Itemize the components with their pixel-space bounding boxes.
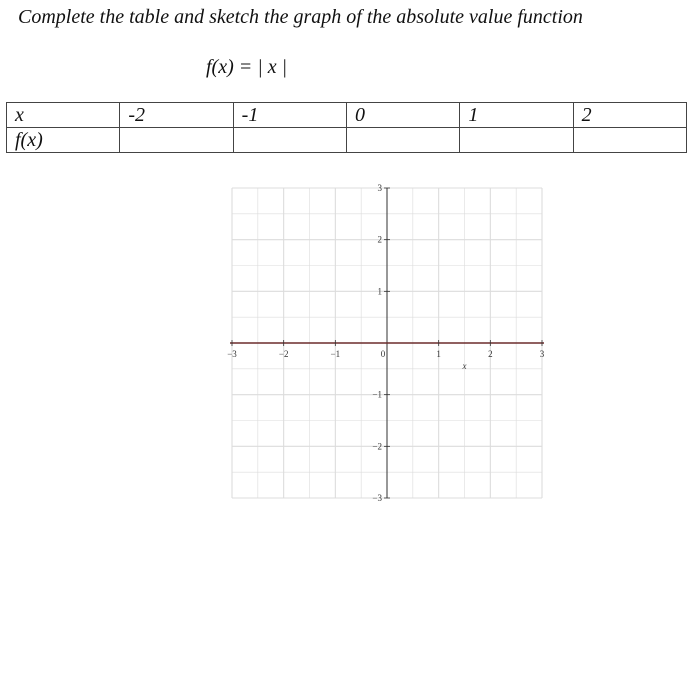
y-tick-label: 3	[377, 183, 382, 193]
coordinate-grid[interactable]	[222, 182, 552, 506]
table-cell-fx-value[interactable]	[233, 128, 346, 153]
function-label: f(x) = | x |	[206, 56, 288, 78]
x-axis-label: x	[462, 361, 467, 371]
table-cell-fx-value[interactable]	[346, 128, 459, 153]
table-cell-x-header: x	[7, 103, 120, 128]
x-tick-label: −2	[278, 349, 289, 359]
table-cell-fx-value[interactable]	[460, 128, 573, 153]
table-cell-x-value: -2	[120, 103, 233, 128]
y-tick-label: 2	[377, 234, 382, 245]
table-cell-x-value: 1	[460, 103, 573, 128]
table-cell-x-value: 2	[573, 103, 686, 128]
x-tick-label: 1	[436, 349, 441, 359]
y-tick-label: −1	[372, 389, 382, 400]
graph-canvas[interactable]	[222, 182, 552, 506]
x-tick-label: 3	[539, 349, 545, 359]
y-tick-label: −2	[372, 441, 382, 452]
table-cell-x-value: 0	[346, 103, 459, 128]
x-tick-label: −3	[227, 349, 237, 359]
table-row-x	[7, 103, 687, 128]
y-tick-label: −3	[372, 493, 382, 503]
value-table	[6, 102, 687, 153]
table-cell-fx-header: f(x)	[7, 128, 120, 153]
table-cell-fx-value[interactable]	[120, 128, 233, 153]
table-cell-x-value: -1	[233, 103, 346, 128]
y-tick-label: 1	[377, 286, 382, 297]
x-tick-label: −1	[330, 349, 341, 359]
table-row-fx	[7, 128, 687, 153]
table-cell-fx-value[interactable]	[573, 128, 686, 153]
instruction-text: Complete the table and sketch the graph of the absolute value function	[18, 6, 583, 28]
x-tick-label: 0	[380, 349, 386, 359]
x-tick-label: 2	[488, 349, 493, 359]
